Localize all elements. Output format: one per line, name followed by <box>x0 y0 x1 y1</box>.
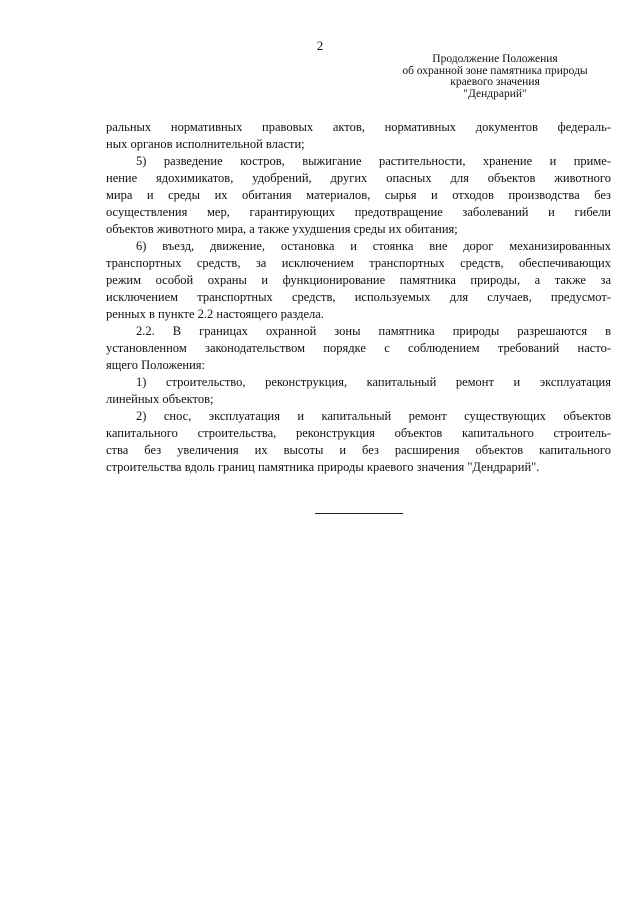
text-line: линейных объектов; <box>106 392 214 406</box>
document-body <box>106 119 611 476</box>
paragraph-item-6 <box>106 238 611 323</box>
text-line: капитального строительства, реконструкция объектов капитального строитель- <box>106 426 611 440</box>
continuation-header <box>380 54 610 100</box>
paragraph-item-1 <box>106 374 611 408</box>
paragraph-item-2 <box>106 408 611 476</box>
header-line: Продолжение Положения <box>432 53 558 65</box>
text-line: мира и среды их обитания материалов, сырья и отходов производства без <box>106 188 611 202</box>
page-number: 2 <box>316 38 324 53</box>
text-line: ящего Положения: <box>106 358 206 372</box>
text-line: 5) разведение костров, выжигание растительности, хранение и приме- <box>136 154 611 168</box>
text-line: ренных в пункте 2.2 настоящего раздела. <box>106 307 324 321</box>
header-line: краевого значения <box>450 76 540 88</box>
text-line: установленном законодательством порядке с соблюдением требований насто- <box>106 341 611 355</box>
text-line: объектов животного мира, а также ухудшения среды их обитания; <box>106 222 458 236</box>
end-of-document-rule <box>315 513 403 514</box>
paragraph-item-5 <box>106 153 611 238</box>
text-line: осуществления мер, гарантирующих предотвращение заболеваний и гибели <box>106 205 611 219</box>
text-line: ных органов исполнительной власти; <box>106 137 305 151</box>
text-line: 2) снос, эксплуатация и капитальный ремонт существующих объектов <box>136 409 611 423</box>
header-line: об охранной зоне памятника природы <box>402 64 588 77</box>
text-line: 6) въезд, движение, остановка и стоянка вне дорог механизированных <box>136 239 611 253</box>
header-line: "Дендрарий" <box>463 87 527 100</box>
text-line: строительства вдоль границ памятника природы краевого значения "Дендрарий". <box>106 460 540 474</box>
text-line: режим особой охраны и функционирование памятника природы, а также за <box>106 273 611 287</box>
text-line: 2.2. В границах охранной зоны памятника природы разрешаются в <box>136 324 611 338</box>
paragraph-section-2-2 <box>106 323 611 374</box>
text-line: нение ядохимикатов, удобрений, других опасных для объектов животного <box>106 171 611 185</box>
text-line: 1) строительство, реконструкция, капитальный ремонт и эксплуатация <box>136 375 611 389</box>
paragraph-continued <box>106 119 611 153</box>
text-line: ральных нормативных правовых актов, нормативных документов федераль- <box>106 120 611 134</box>
text-line: транспортных средств, за исключением транспортных средств, обеспечивающих <box>106 256 611 270</box>
text-line: ства без увеличения их высоты и без расширения объектов капитального <box>106 443 611 457</box>
text-line: исключением транспортных средств, используемых для случаев, предусмот- <box>106 290 611 304</box>
